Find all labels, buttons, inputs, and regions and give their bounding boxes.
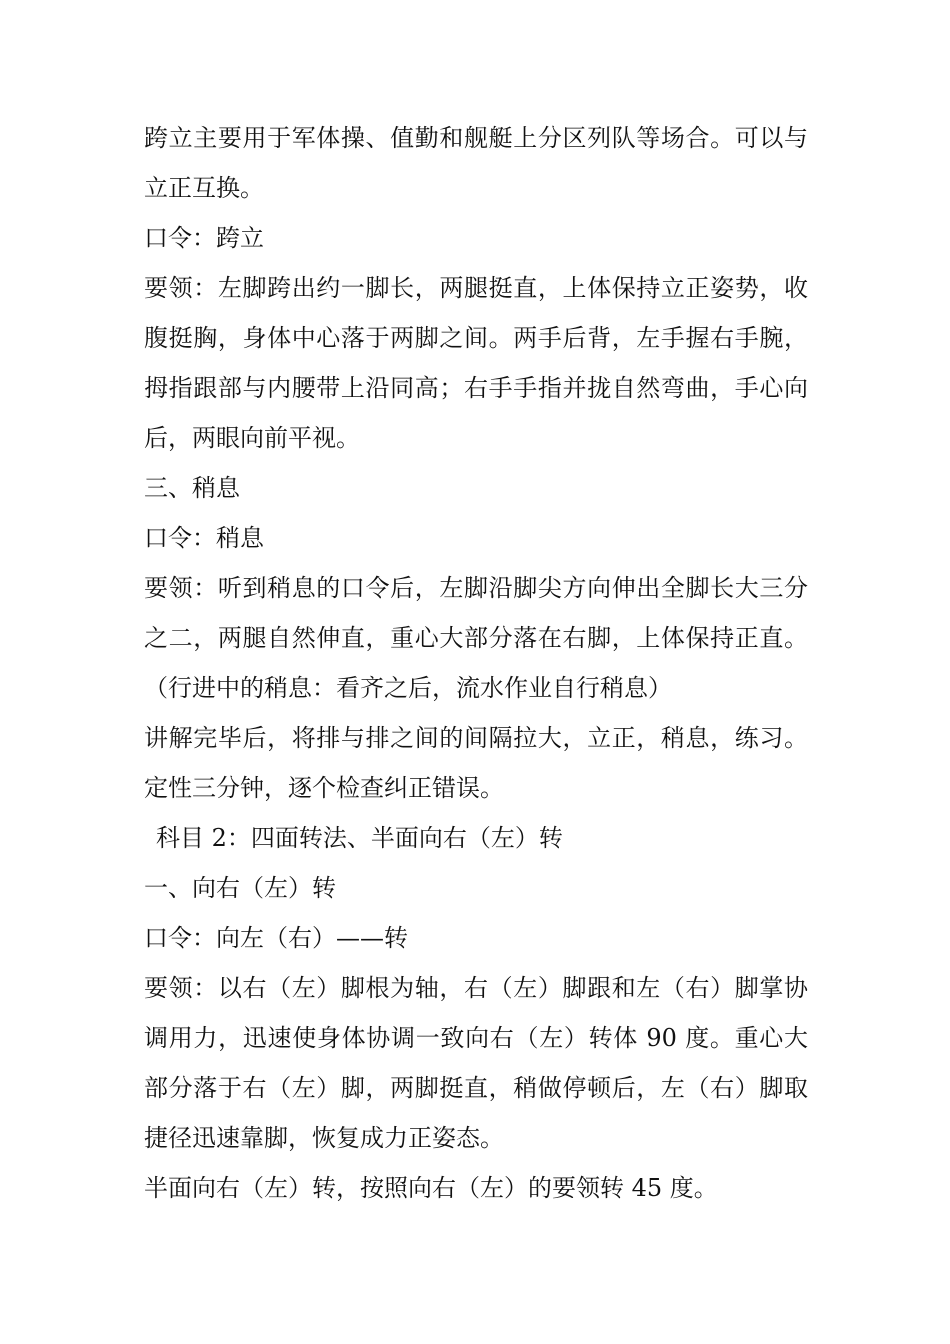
- paragraph-practice-instructions: 讲解完毕后，将排与排之间的间隔拉大，立正，稍息，练习。定性三分钟，逐个检查纠正错误。: [144, 724, 808, 802]
- section-heading-at-ease: 三、稍息: [144, 474, 240, 502]
- paragraph-face-essentials: 要领：以右（左）脚根为轴，右（左）脚跟和左（右）脚掌协调用力，迅速使身体协调一致向右（左）转体 90 度。重心大部分落于右（左）脚，两脚挺直，稍做停顿后，左（右）脚取捷径迅速靠脚，恢复成力正姿态。: [144, 974, 808, 1152]
- section-heading-right-face: 一、向右（左）转: [144, 874, 336, 902]
- paragraph-straddle-essentials: 要领：左脚跨出约一脚长，两腿挺直，上体保持立正姿势，收腹挺胸，身体中心落于两脚之间。两手后背，左手握右手腕，拇指跟部与内腰带上沿同高；右手手指并拢自然弯曲，手心向后，两眼向前平视。: [144, 274, 808, 452]
- paragraph-straddle-usage: 跨立主要用于军体操、值勤和舰艇上分区列队等场合。可以与立正互换。: [144, 124, 808, 202]
- paragraph-half-face: 半面向右（左）转，按照向右（左）的要领转 45 度。: [144, 1174, 718, 1202]
- paragraph-command-straddle: 口令：跨立: [144, 224, 264, 252]
- document-body: [144, 113, 808, 1213]
- paragraph-at-ease-essentials: 要领：听到稍息的口令后，左脚沿脚尖方向伸出全脚长大三分之二，两腿自然伸直，重心大部分落在右脚，上体保持正直。（行进中的稍息：看齐之后，流水作业自行稍息）: [144, 574, 808, 702]
- subject-heading-facing-movements: 科目 2：四面转法、半面向右（左）转: [156, 824, 563, 852]
- paragraph-command-at-ease: 口令：稍息: [144, 524, 264, 552]
- paragraph-command-face: 口令：向左（右）——转: [144, 924, 408, 952]
